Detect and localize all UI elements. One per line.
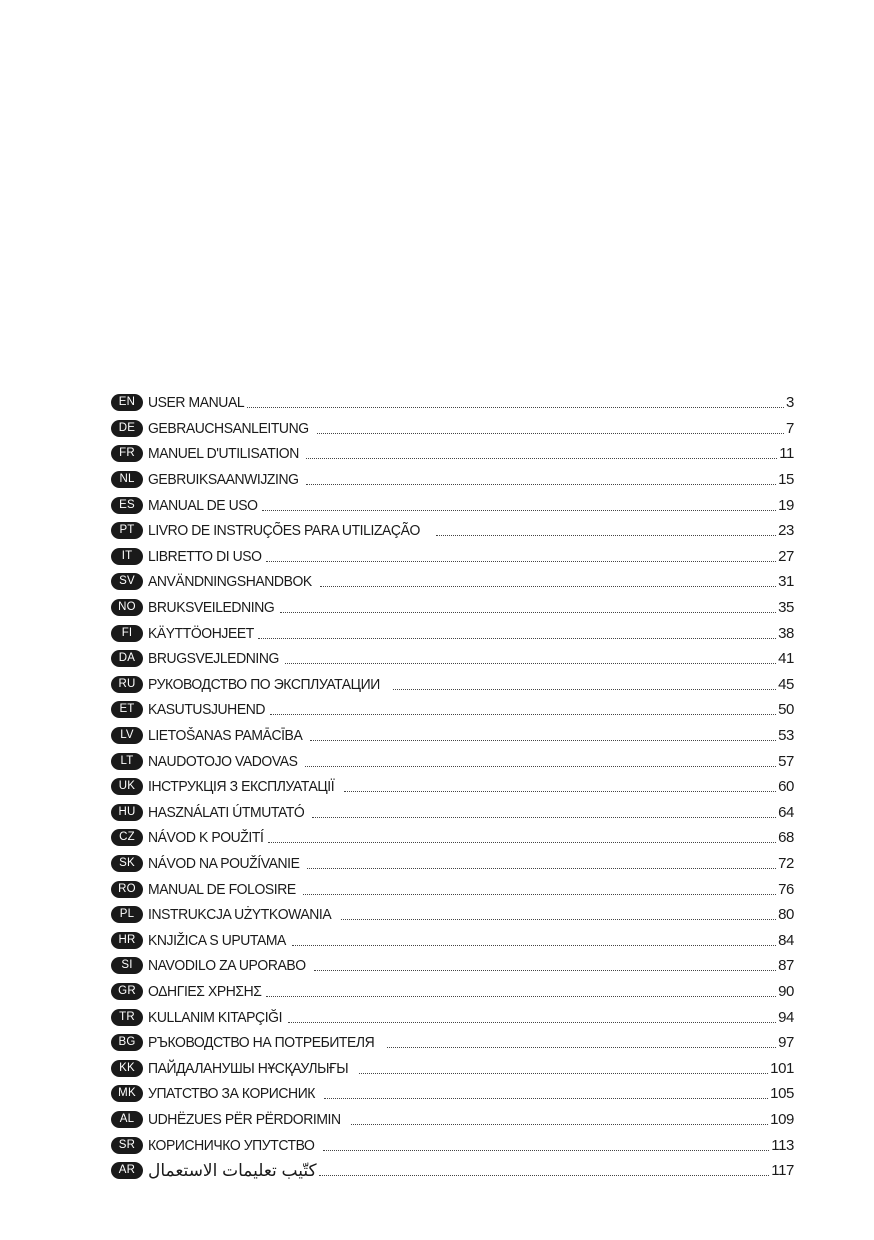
page-number: 84 — [778, 931, 794, 949]
manual-title: NÁVOD K POUŽITÍ — [148, 829, 264, 847]
manual-title: NAUDOTOJO VADOVAS — [148, 752, 298, 770]
page-number: 15 — [778, 471, 794, 489]
page-number: 19 — [778, 496, 794, 514]
toc-entry-it — [111, 544, 794, 570]
page-number: 68 — [778, 829, 794, 847]
manual-title: ΟΔΗΓΙΕΣ ΧΡΗΣΗΣ — [148, 982, 262, 1000]
dot-leader — [393, 689, 776, 690]
toc-entry-cz — [111, 825, 794, 851]
page-number: 7 — [786, 419, 794, 437]
language-code-badge: PT — [111, 522, 143, 539]
page-number: 45 — [778, 675, 794, 693]
dot-leader — [319, 1175, 770, 1176]
language-code-badge: SI — [111, 957, 143, 974]
language-code-badge: KK — [111, 1060, 143, 1077]
page-number: 11 — [779, 445, 794, 463]
toc-entry-hu — [111, 800, 794, 826]
manual-title: KULLANIM KITAPÇIĞI — [148, 1008, 283, 1026]
toc-entry-gr — [111, 979, 794, 1005]
page-number: 38 — [778, 624, 794, 642]
language-code-badge: ET — [111, 701, 143, 718]
toc-entry-en — [111, 390, 794, 416]
manual-title: كتّيب تعليمات الاستعمال — [148, 1160, 317, 1180]
manual-title: MANUAL DE USO — [148, 496, 258, 514]
dot-leader — [351, 1124, 768, 1125]
page-number: 109 — [770, 1110, 794, 1128]
language-code-badge: MK — [111, 1085, 143, 1102]
toc-entry-hr — [111, 927, 794, 953]
manual-title: UDHËZUES PËR PËRDORIMIN — [148, 1110, 341, 1128]
page-number: 72 — [778, 854, 794, 872]
page-number: 50 — [778, 701, 794, 719]
manual-title: ІНСТРУКЦІЯ З ЕКСПЛУАТАЦІЇ — [148, 778, 335, 796]
dot-leader — [262, 510, 776, 511]
toc-entry-pt — [111, 518, 794, 544]
manual-title: LIBRETTO DI USO — [148, 547, 262, 565]
manual-title: NAVODILO ZA UPORABO — [148, 957, 306, 975]
manual-title: KASUTUSJUHEND — [148, 701, 266, 719]
manual-title: GEBRAUCHSANLEITUNG — [148, 419, 309, 437]
dot-leader — [266, 996, 776, 997]
language-code-badge: NL — [111, 471, 143, 488]
language-code-badge: RO — [111, 881, 143, 898]
toc-entry-fi — [111, 620, 794, 646]
dot-leader — [270, 714, 776, 715]
dot-leader — [303, 894, 776, 895]
page-number: 76 — [778, 880, 794, 898]
toc-entry-de — [111, 416, 794, 442]
manual-title: USER MANUAL — [148, 394, 245, 412]
table-of-contents — [111, 390, 794, 1183]
manual-title: MANUAL DE FOLOSIRE — [148, 880, 296, 898]
dot-leader — [307, 868, 776, 869]
language-code-badge: LV — [111, 727, 143, 744]
toc-entry-lv — [111, 723, 794, 749]
page-number: 60 — [778, 778, 794, 796]
page-number: 64 — [778, 803, 794, 821]
language-code-badge: SR — [111, 1137, 143, 1154]
toc-entry-sv — [111, 569, 794, 595]
dot-leader — [436, 535, 776, 536]
dot-leader — [306, 458, 777, 459]
dot-leader — [387, 1047, 776, 1048]
language-code-badge: IT — [111, 548, 143, 565]
manual-title: KÄYTTÖOHJEET — [148, 624, 254, 642]
page-number: 53 — [778, 727, 794, 745]
toc-entry-mk — [111, 1081, 794, 1107]
page-number: 113 — [771, 1136, 794, 1154]
language-code-badge: GR — [111, 983, 143, 1000]
page-number: 101 — [770, 1059, 794, 1077]
manual-title: ПАЙДАЛАНУШЫ НҰСҚАУЛЫҒЫ — [148, 1059, 349, 1077]
language-code-badge: LT — [111, 753, 143, 770]
manual-title: РЪКОВОДСТВО НА ПОТРЕБИТЕЛЯ — [148, 1034, 375, 1052]
dot-leader — [344, 791, 776, 792]
dot-leader — [266, 561, 776, 562]
page-number: 117 — [771, 1162, 794, 1180]
toc-entry-nl — [111, 467, 794, 493]
toc-entry-pl — [111, 902, 794, 928]
language-code-badge: SK — [111, 855, 143, 872]
toc-entry-es — [111, 492, 794, 518]
dot-leader — [258, 638, 776, 639]
language-code-badge: DE — [111, 420, 143, 437]
dot-leader — [305, 766, 776, 767]
dot-leader — [285, 663, 776, 664]
manual-title: BRUGSVEJLEDNING — [148, 650, 279, 668]
toc-entry-lt — [111, 748, 794, 774]
dot-leader — [320, 586, 776, 587]
page-number: 57 — [778, 752, 794, 770]
toc-entry-sk — [111, 851, 794, 877]
language-code-badge: AL — [111, 1111, 143, 1128]
dot-leader — [247, 407, 784, 408]
page-number: 41 — [778, 650, 794, 668]
dot-leader — [359, 1073, 768, 1074]
language-code-badge: BG — [111, 1034, 143, 1051]
dot-leader — [280, 612, 776, 613]
toc-entry-fr — [111, 441, 794, 467]
dot-leader — [341, 919, 776, 920]
toc-entry-no — [111, 595, 794, 621]
dot-leader — [268, 842, 776, 843]
dot-leader — [306, 484, 776, 485]
manual-title: КОРИСНИЧКО УПУТСТВО — [148, 1136, 315, 1154]
page-number: 80 — [778, 906, 794, 924]
language-code-badge: RU — [111, 676, 143, 693]
language-code-badge: NO — [111, 599, 143, 616]
language-code-badge: AR — [111, 1162, 143, 1179]
manual-title: NÁVOD NA POUŽÍVANIE — [148, 854, 300, 872]
toc-entry-ro — [111, 876, 794, 902]
manual-title: GEBRUIKSAANWIJZING — [148, 471, 299, 489]
dot-leader — [317, 433, 784, 434]
page-number: 35 — [778, 599, 794, 617]
manual-title: HASZNÁLATI ÚTMUTATÓ — [148, 803, 305, 821]
language-code-badge: HU — [111, 804, 143, 821]
manual-title: BRUKSVEILEDNING — [148, 599, 275, 617]
toc-entry-uk — [111, 774, 794, 800]
manual-title: LIETOŠANAS PAMĀCĪBA — [148, 727, 303, 745]
page-number: 87 — [778, 957, 794, 975]
page-number: 27 — [778, 547, 794, 565]
manual-title: LIVRO DE INSTRUÇÕES PARA UTILIZAÇÃO — [148, 522, 420, 540]
toc-entry-ru — [111, 672, 794, 698]
manual-title: KNJIŽICA S UPUTAMA — [148, 931, 286, 949]
language-code-badge: DA — [111, 650, 143, 667]
language-code-badge: TR — [111, 1009, 143, 1026]
language-code-badge: UK — [111, 778, 143, 795]
language-code-badge: FR — [111, 445, 143, 462]
toc-entry-ar — [111, 1158, 794, 1184]
language-code-badge: CZ — [111, 829, 143, 846]
dot-leader — [312, 817, 776, 818]
dot-leader — [288, 1022, 776, 1023]
dot-leader — [292, 945, 776, 946]
language-code-badge: ES — [111, 497, 143, 514]
manual-title: MANUEL D'UTILISATION — [148, 445, 299, 463]
page-number: 3 — [786, 394, 794, 412]
language-code-badge: HR — [111, 932, 143, 949]
language-code-badge: SV — [111, 573, 143, 590]
dot-leader — [323, 1150, 769, 1151]
dot-leader — [310, 740, 776, 741]
page-number: 97 — [778, 1034, 794, 1052]
page-number: 90 — [778, 982, 794, 1000]
manual-title: INSTRUKCJA UŻYTKOWANIA — [148, 906, 332, 924]
toc-entry-da — [111, 646, 794, 672]
manual-title: УПАТСТВО ЗА КОРИСНИК — [148, 1085, 316, 1103]
toc-entry-tr — [111, 1004, 794, 1030]
page-number: 31 — [778, 573, 794, 591]
language-code-badge: PL — [111, 906, 143, 923]
toc-entry-sr — [111, 1132, 794, 1158]
toc-entry-et — [111, 697, 794, 723]
toc-entry-si — [111, 953, 794, 979]
manual-title: РУКОВОДСТВО ПО ЭКСПЛУАТАЦИИ — [148, 675, 380, 693]
toc-entry-kk — [111, 1055, 794, 1081]
page-number: 105 — [770, 1085, 794, 1103]
dot-leader — [314, 970, 777, 971]
dot-leader — [324, 1098, 769, 1099]
language-code-badge: EN — [111, 394, 143, 411]
toc-entry-al — [111, 1107, 794, 1133]
page-number: 94 — [778, 1008, 794, 1026]
language-code-badge: FI — [111, 625, 143, 642]
page-number: 23 — [778, 522, 794, 540]
manual-title: ANVÄNDNINGSHANDBOK — [148, 573, 312, 591]
toc-entry-bg — [111, 1030, 794, 1056]
